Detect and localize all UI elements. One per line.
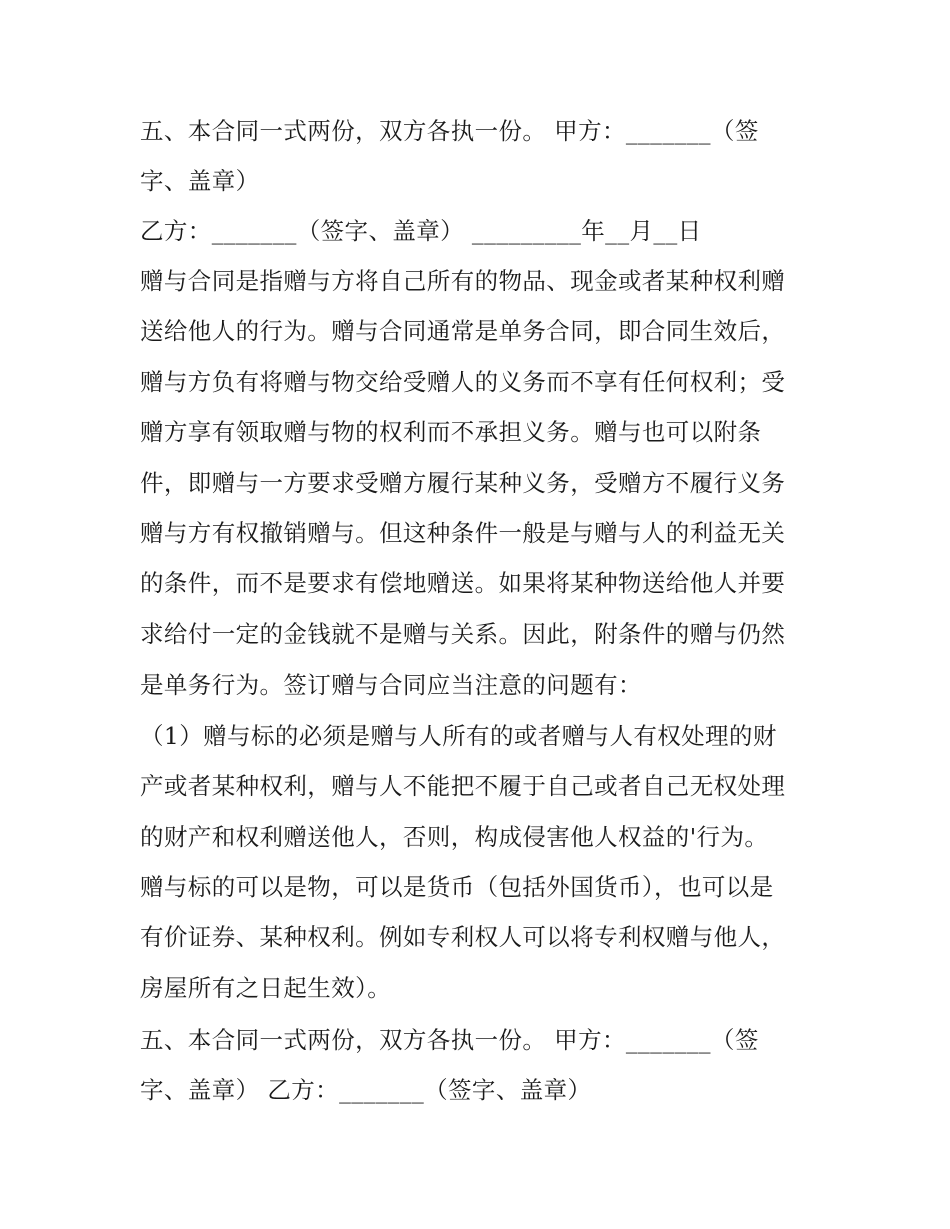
text-line: 送给他人的行为。赠与合同通常是单务合同，即合同生效后， bbox=[140, 317, 786, 345]
text-line: 赠方享有领取赠与物的权利而不承担义务。赠与也可以附条 bbox=[140, 418, 762, 446]
text-line: 赠与方负有将赠与物交给受赠人的义务而不享有任何权利；受 bbox=[140, 368, 786, 396]
text-line: 求给付一定的金钱就不是赠与关系。因此，附条件的赠与仍然 bbox=[140, 620, 786, 648]
text-line: （1）赠与标的必须是赠与人所有的或者赠与人有权处理的财 bbox=[140, 722, 777, 750]
text-line: 的条件，而不是要求有偿地赠送。如果将某种物送给他人并要 bbox=[140, 569, 786, 597]
text-line: 赠与方有权撤销赠与。但这种条件一般是与赠与人的利益无关 bbox=[140, 519, 786, 547]
text-line: 五、本合同一式两份，双方各执一份。 甲方：_______（签 bbox=[140, 117, 759, 145]
text-line: 产或者某种权利，赠与人不能把不履于自己或者自己无权处理 bbox=[140, 772, 786, 800]
text-line: 赠与标的可以是物，可以是货币（包括外国货币），也可以是 bbox=[140, 873, 774, 901]
text-line: 房屋所有之日起生效）。 bbox=[140, 974, 392, 1002]
text-line: 字、盖章） 乙方：_______（签字、盖章） bbox=[140, 1076, 592, 1104]
text-line: 乙方：_______（签字、盖章） _________年__月__日 bbox=[140, 217, 702, 245]
text-line: 赠与合同是指赠与方将自己所有的物品、现金或者某种权利赠 bbox=[140, 267, 786, 295]
text-line: 字、盖章） bbox=[140, 167, 260, 195]
text-line: 是单务行为。签订赠与合同应当注意的问题有： bbox=[140, 671, 642, 699]
text-line: 件，即赠与一方要求受赠方履行某种义务，受赠方不履行义务 bbox=[140, 469, 786, 497]
text-line: 的财产和权利赠送他人，否则，构成侵害他人权益的'行为。 bbox=[140, 823, 769, 851]
text-line: 有价证券、某种权利。例如专利权人可以将专利权赠与他人， bbox=[140, 923, 786, 951]
text-line: 五、本合同一式两份，双方各执一份。 甲方：_______（签 bbox=[140, 1026, 759, 1054]
